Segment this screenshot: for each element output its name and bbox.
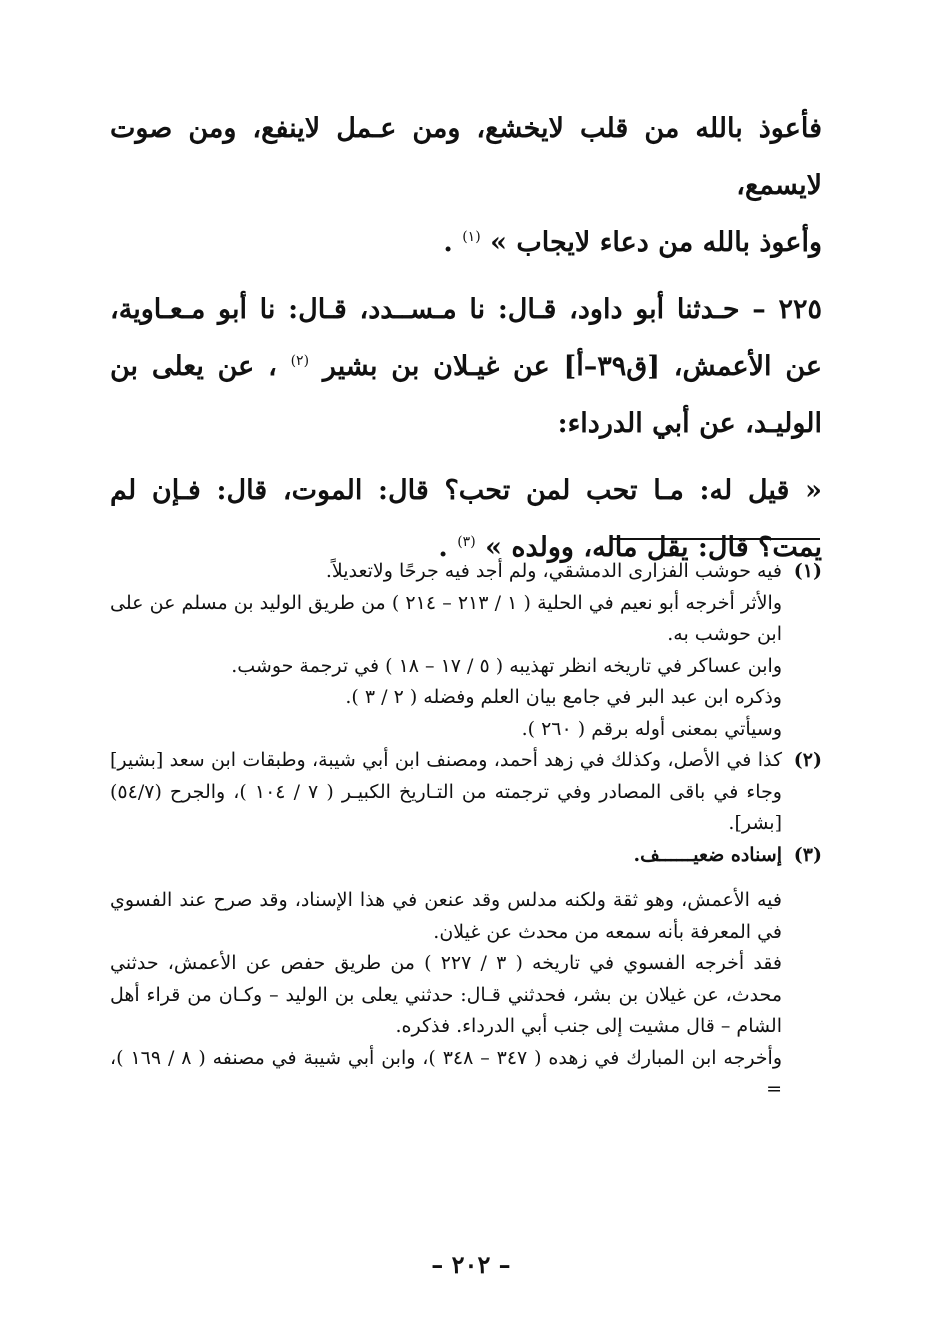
footnote-2-text: كذا في الأصل، وكذلك في زهد أحمد، ومصنف ابن أبي شيبة، وطبقات ابن سعد [بشير] وجاء في باقى المصادر وفي ترجمته من التـاريخ الكبيـر ( ٧ / ١٠٤ )، والجرح (٥٤/٧) [بشر]. xyxy=(110,749,782,834)
page-number: – ٢٠٢ – xyxy=(431,1250,511,1279)
paragraph-1-end: . xyxy=(443,227,463,258)
footnote-ref-2: (٢) xyxy=(290,353,310,369)
footnote-1-line: وابن عساكر في تاريخه انظر تهذيبه ( ٥ / ١٧ – ١٨ ) في ترجمة حوشب. xyxy=(231,654,782,677)
footnotes xyxy=(110,556,822,1106)
paragraph-2-text-1: ٢٢٥ – حـدثنا أبو داود، قـال: نا مـســدد، قـال: نا أبو مـعـاوية، عن الأعمش، [ق٣٩–أ] عن غيـلان بن بشير xyxy=(110,294,822,382)
footnote-3-continued xyxy=(110,871,822,1106)
footnote-3-body xyxy=(110,840,782,872)
footnote-3-line: وأخرجه ابن المبارك في زهده ( ٣٤٧ – ٣٤٨ )، وابن أبي شيبة في مصنفه ( ٨ / ١٦٩ )، = xyxy=(110,1046,783,1100)
footnote-3-heading: إسناده ضعيــــــف. xyxy=(633,843,782,866)
footnote-3-number: (٣) xyxy=(793,843,822,866)
footnote-1-number: (١) xyxy=(793,560,822,582)
footnote-2-number: (٢) xyxy=(793,749,822,771)
paragraph-2-text-2: ، عن يعلى بن الوليـد، عن أبي الدرداء: xyxy=(110,351,822,439)
footnote-1 xyxy=(110,556,822,745)
footnote-separator xyxy=(612,538,820,540)
footnote-ref-3: (٣) xyxy=(457,534,476,550)
footnote-1-line: فيه حوشب الفزارى الدمشقي، ولم أجد فيه جرحًا ولاتعديلاً. xyxy=(325,560,782,582)
footnote-3 xyxy=(110,840,822,872)
paragraph-3-end: . xyxy=(438,532,458,563)
footnote-3-details xyxy=(110,871,782,1106)
paragraph-1 xyxy=(110,100,822,271)
footnote-ref-1: (١) xyxy=(462,229,481,245)
paragraph-1-line-1: فأعوذ بالله من قلب لايخشع، ومن عـمل لاينفع، ومن صوت لايسمع، xyxy=(110,113,822,201)
paragraph-3-text: « قيل له: مـا تحب لمن تحب؟ قال: الموت، قال: فـإن لم يمت؟ قال: يقل ماله، وولده » xyxy=(110,475,822,563)
footnote-2 xyxy=(110,745,822,840)
paragraph-2 xyxy=(110,281,822,452)
footnote-1-line: وذكره ابن عبد البر في جامع بيان العلم وفضله ( ٢ / ٣ ). xyxy=(345,686,782,708)
footnote-1-line: والأثر أخرجه أبو نعيم في الحلية ( ١ / ٢١٣ – ٢١٤ ) من طريق الوليد بن مسلم عن على ابن حوشب به. xyxy=(110,591,782,645)
main-text xyxy=(110,100,822,576)
footnote-2-body xyxy=(110,745,782,840)
footnote-3-line: فيه الأعمش، وهو ثقة ولكنه مدلس وقد عنعن في هذا الإسناد، وقد صرح عند الفسوي في المعرفة بأنه سمعه من محدث عن غيلان. xyxy=(110,889,782,943)
footnote-3-line: فقد أخرجه الفسوي في تاريخه ( ٣ / ٢٢٧ ) من طريق حفص عن الأعمش، حدثني محدث، عن غيلان بن بشر، فحدثني قـال: حدثني يعلى بن الوليد – وكـان من قراء أهل الشام – قال مشيت إلى جنب أبي الدرداء. فذكره. xyxy=(110,952,783,1037)
footnote-1-line: وسيأتي بمعنى أوله برقم ( ٢٦٠ ). xyxy=(521,717,782,740)
footnote-1-body xyxy=(110,556,782,745)
paragraph-1-line-2: وأعوذ بالله من دعاء لايجاب » xyxy=(490,227,822,258)
